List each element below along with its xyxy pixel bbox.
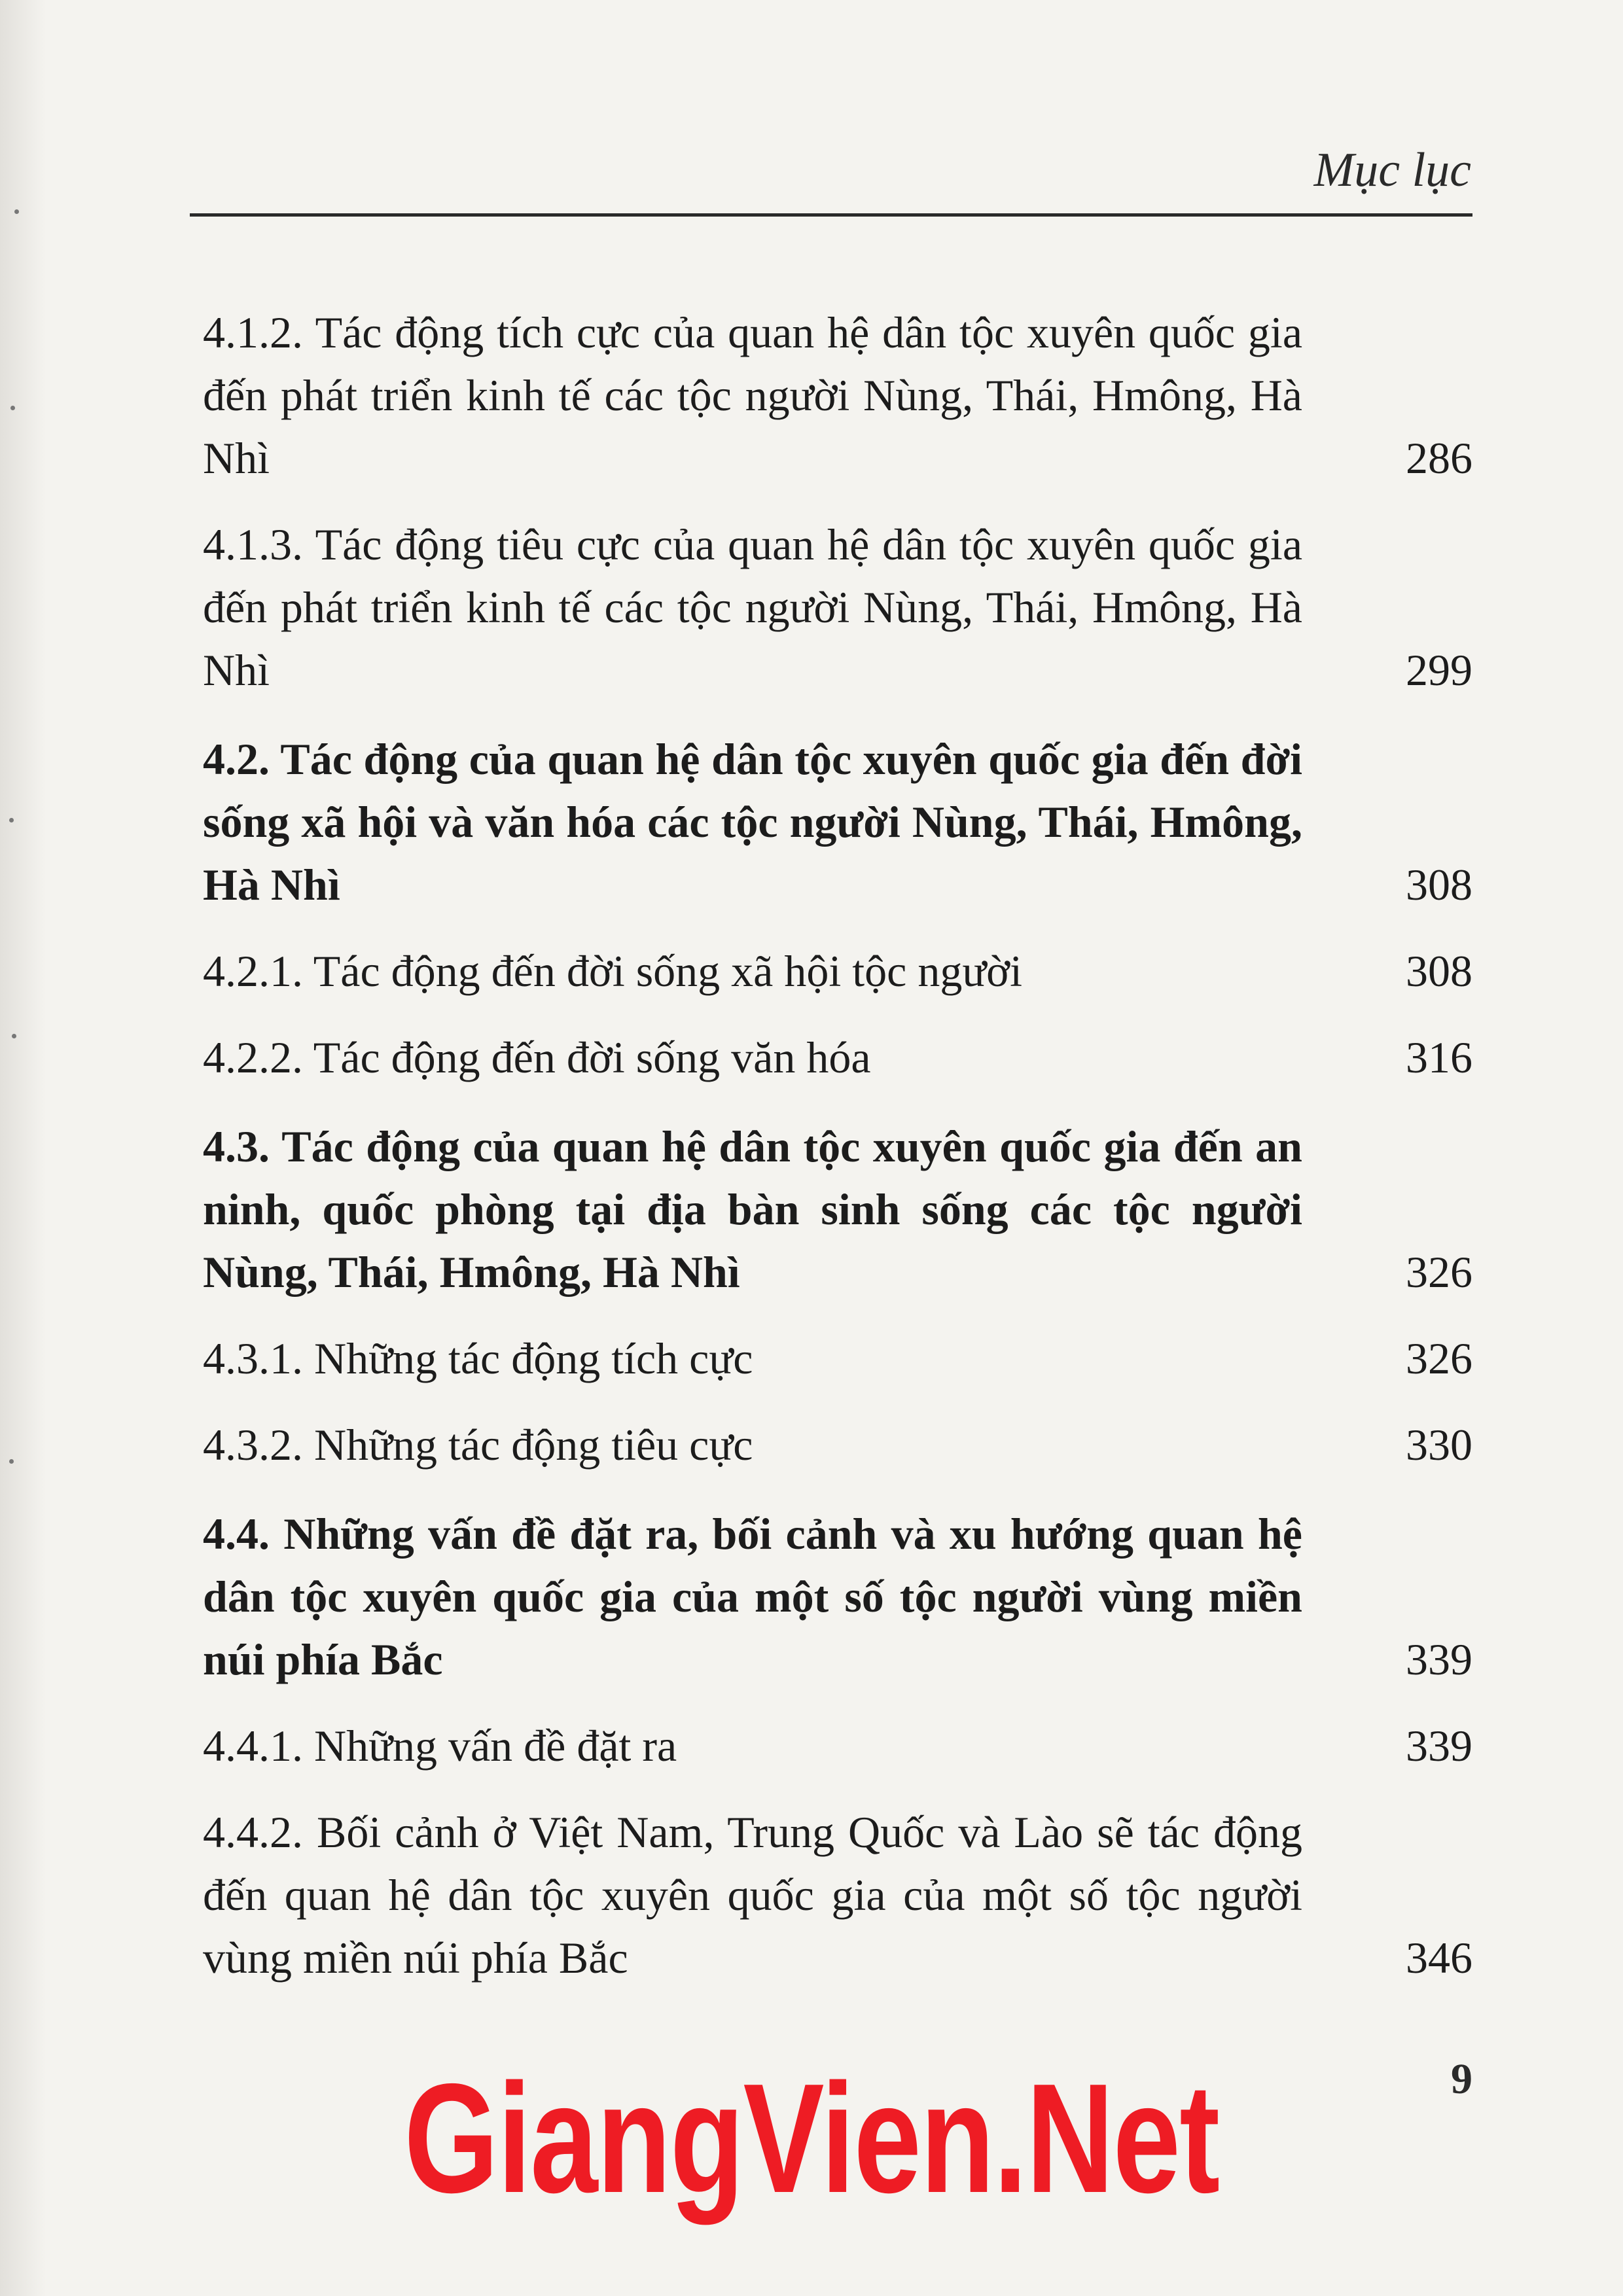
- scan-speck: [10, 406, 15, 410]
- toc-entry-page: 308: [1406, 946, 1472, 996]
- toc-entry-page: 326: [1406, 1247, 1472, 1297]
- toc-entry-title: 4.2. Tác động của quan hệ dân tộc xuyên quốc gia đến đời sống xã hội và văn hóa các tộc người Nùng, Thái, Hmông, Hà Nhì: [203, 734, 1302, 910]
- page-number: 9: [1451, 2055, 1472, 2103]
- toc-entry-page: 339: [1406, 1634, 1472, 1684]
- toc-section-entry[interactable]: [203, 728, 1472, 916]
- toc-section-entry[interactable]: [203, 1502, 1472, 1691]
- toc-entry-title: 4.1.2. Tác động tích cực của quan hệ dân tộc xuyên quốc gia đến phát triển kinh tế các tộc người Nùng, Thái, Hmông, Hà Nhì: [203, 308, 1302, 483]
- toc-entry[interactable]: [203, 1714, 1472, 1777]
- toc-entry-page: 326: [1406, 1333, 1472, 1383]
- toc-entry[interactable]: [203, 513, 1472, 701]
- toc-entry-title: 4.2.2. Tác động đến đời sống văn hóa: [203, 1033, 871, 1082]
- toc-entry[interactable]: [203, 1026, 1472, 1089]
- toc-entry-title: 4.2.1. Tác động đến đời sống xã hội tộc người: [203, 946, 1023, 996]
- toc-entry-title: 4.1.3. Tác động tiêu cực của quan hệ dân tộc xuyên quốc gia đến phát triển kinh tế các tộc người Nùng, Thái, Hmông, Hà Nhì: [203, 520, 1302, 695]
- toc-entry[interactable]: [203, 301, 1472, 489]
- toc-entry-page: 330: [1406, 1420, 1472, 1470]
- toc-entry[interactable]: [203, 1801, 1472, 1989]
- toc-entry-title: 4.3. Tác động của quan hệ dân tộc xuyên quốc gia đến an ninh, quốc phòng tại địa bàn sinh sống các tộc người Nùng, Thái, Hmông, Hà Nhì: [203, 1122, 1302, 1297]
- toc-entry-page: 308: [1406, 860, 1472, 910]
- toc-entry-title: 4.4.1. Những vấn đề đặt ra: [203, 1721, 677, 1771]
- toc-entry-title: 4.4. Những vấn đề đặt ra, bối cảnh và xu hướng quan hệ dân tộc xuyên quốc gia của một số tộc người vùng miền núi phía Bắc: [203, 1509, 1302, 1684]
- scan-speck: [14, 209, 19, 214]
- running-header: Mục lục: [1313, 143, 1471, 197]
- toc-entry-page: 316: [1406, 1033, 1472, 1082]
- toc-entry-page: 339: [1406, 1721, 1472, 1771]
- toc-entry[interactable]: [203, 940, 1472, 1002]
- toc-entry-page: 346: [1406, 1933, 1472, 1983]
- toc-entry-title: 4.3.2. Những tác động tiêu cực: [203, 1420, 753, 1470]
- table-of-contents: [203, 301, 1472, 1989]
- header-rule: [190, 213, 1472, 217]
- page-edge-shadow: [0, 0, 46, 2296]
- toc-entry[interactable]: [203, 1327, 1472, 1390]
- scan-speck: [12, 1034, 16, 1038]
- toc-section-entry[interactable]: [203, 1115, 1472, 1303]
- toc-entry-title: 4.4.2. Bối cảnh ở Việt Nam, Trung Quốc và Lào sẽ tác động đến quan hệ dân tộc xuyên quốc gia của một số tộc người vùng miền núi phía Bắc: [203, 1807, 1302, 1983]
- watermark-logo: GiangVien.Net: [404, 2052, 1219, 2225]
- toc-entry[interactable]: [203, 1413, 1472, 1476]
- toc-entry-page: 299: [1406, 645, 1472, 695]
- toc-entry-page: 286: [1406, 433, 1472, 483]
- scan-speck: [9, 818, 14, 822]
- toc-entry-title: 4.3.1. Những tác động tích cực: [203, 1333, 753, 1383]
- scan-speck: [9, 1459, 14, 1464]
